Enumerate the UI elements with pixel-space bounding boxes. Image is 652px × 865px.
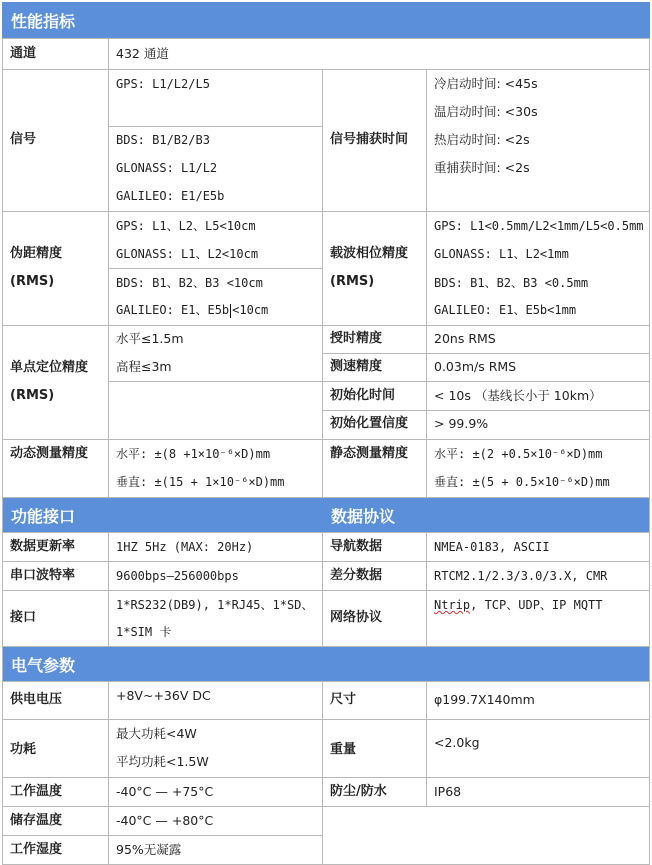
value-network	[434, 597, 603, 613]
value-pseudorange-gps: GPS: L1、L2、L5<10cm	[116, 219, 256, 233]
label-signal: 信号	[10, 132, 37, 147]
value-dynamic-horizontal: 水平: ±(8 +1×10⁻⁶×D)mm	[116, 447, 271, 461]
row-line	[2, 777, 650, 778]
label-diff-data: 差分数据	[330, 568, 383, 583]
row-line	[108, 381, 650, 382]
value-storage-temp: -40°C — +80°C	[116, 813, 214, 828]
row-line	[2, 497, 650, 498]
label-humidity: 工作湿度	[10, 842, 63, 857]
value-update-rate: 1HZ 5Hz (MAX: 20Hz)	[116, 540, 254, 554]
col-line	[322, 681, 323, 864]
col-line	[426, 532, 427, 646]
text-cursor	[230, 304, 231, 318]
value-signal-bds: BDS: B1/B2/B3	[116, 133, 210, 147]
label-power-supply: 供电电压	[10, 692, 63, 707]
value-signal-glonass: GLONASS: L1/L2	[116, 161, 218, 175]
label-consumption: 功耗	[10, 742, 37, 757]
label-weight: 重量	[330, 742, 357, 757]
value-consumption-avg: 平均功耗<1.5W	[116, 754, 209, 769]
label-channel: 通道	[10, 46, 37, 61]
value-nav-data: NMEA-0183, ASCII	[434, 540, 550, 554]
row-line	[2, 211, 650, 212]
label-dynamic: 动态测量精度	[10, 446, 89, 461]
row-line	[2, 325, 650, 326]
value-power-supply: +8V~+36V DC	[116, 688, 211, 703]
row-line	[2, 590, 650, 591]
label-storage-temp: 储存温度	[10, 813, 63, 828]
value-signal-galileo: GALILEO: E1/E5b	[116, 189, 225, 203]
label-static: 静态测量精度	[330, 446, 409, 461]
value-consumption-max: 最大功耗<4W	[116, 726, 197, 741]
col-line	[426, 69, 427, 497]
row-line	[108, 268, 322, 269]
value-pseudorange-bds: BDS: B1、B2、B3 <10cm	[116, 276, 263, 290]
label-single-point: 单点定位精度	[10, 360, 89, 375]
label-acquisition: 信号捕获时间	[330, 132, 409, 147]
label-ports: 接口	[10, 610, 37, 625]
col-line	[108, 681, 109, 864]
label-network: 网络协议	[330, 610, 383, 625]
value-channel: 432 通道	[116, 46, 169, 61]
label-timing: 授时精度	[330, 331, 383, 346]
value-acquisition-hot: 热启动时间: <2s	[434, 132, 530, 147]
value-signal-gps: GPS: L1/L2/L5	[116, 77, 210, 91]
label-pseudorange-rms: (RMS)	[10, 274, 55, 289]
col-line	[108, 38, 109, 497]
value-baud-rate: 9600bps—256000bps	[116, 569, 239, 583]
label-velocity: 测速精度	[330, 359, 383, 374]
label-nav-data: 导航数据	[330, 539, 383, 554]
label-pseudorange: 伪距精度	[10, 246, 63, 261]
value-acquisition-reacq: 重捕获时间: <2s	[434, 160, 530, 175]
border-right	[649, 38, 650, 865]
value-carrier-glonass: GLONASS: L1、L2<1mm	[434, 247, 569, 261]
value-op-temp: -40°C — +75°C	[116, 784, 214, 799]
section-header-performance: 性能指标	[2, 2, 650, 38]
border-left	[2, 38, 3, 865]
value-carrier-gps: GPS: L1<0.5mm/L2<1mm/L5<0.5mm	[434, 219, 644, 233]
section-header-interface: 功能接口	[2, 498, 322, 532]
label-init-reliability: 初始化置信度	[330, 416, 409, 431]
value-init-time: < 10s （基线长小于 10km）	[434, 388, 602, 403]
section-header-electrical: 电气参数	[2, 647, 650, 681]
row-line	[2, 561, 650, 562]
value-single-point-vertical: 高程≤3m	[116, 359, 172, 374]
col-line	[322, 69, 323, 497]
value-static-vertical: 垂直: ±(5 + 0.5×10⁻⁶×D)mm	[434, 475, 610, 489]
value-diff-data: RTCM2.1/2.3/3.0/3.X, CMR	[434, 569, 608, 583]
value-network-ntrip: Ntrip	[434, 598, 471, 612]
row-line	[2, 719, 650, 720]
label-carrier-rms: (RMS)	[330, 274, 375, 289]
value-static-horizontal: 水平: ±(2 +0.5×10⁻⁶×D)mm	[434, 447, 603, 461]
value-acquisition-cold: 冷启动时间: <45s	[434, 76, 538, 91]
value-acquisition-warm: 温启动时间: <30s	[434, 104, 538, 119]
value-pseudorange-glonass: GLONASS: L1、L2<10cm	[116, 247, 259, 261]
label-dust-water: 防尘/防水	[330, 784, 387, 799]
value-size: φ199.7X140mm	[434, 692, 535, 707]
row-line	[2, 532, 650, 533]
value-pseudorange-galileo-text: GALILEO: E1、E5b	[116, 303, 230, 317]
value-ports-line2: 1*SIM 卡	[116, 625, 172, 639]
label-init-time: 初始化时间	[330, 388, 396, 403]
row-line	[2, 681, 650, 682]
col-line	[108, 532, 109, 646]
value-weight: <2.0kg	[434, 735, 480, 750]
value-carrier-galileo: GALILEO: E1、E5b<1mm	[434, 303, 577, 317]
value-carrier-bds: BDS: B1、B2、B3 <0.5mm	[434, 276, 589, 290]
value-dust-water: IP68	[434, 784, 462, 799]
row-line	[2, 646, 650, 647]
value-pseudorange-galileo	[116, 302, 268, 318]
value-timing: 20ns RMS	[434, 331, 496, 346]
row-line	[2, 69, 650, 70]
label-carrier: 载波相位精度	[330, 246, 409, 261]
value-velocity: 0.03m/s RMS	[434, 359, 517, 374]
label-op-temp: 工作温度	[10, 784, 63, 799]
value-pseudorange-galileo-limit: <10cm	[232, 303, 269, 317]
row-line	[2, 835, 322, 836]
row-line	[322, 410, 650, 411]
row-line	[2, 439, 650, 440]
label-baud-rate: 串口波特率	[10, 568, 76, 583]
label-single-point-rms: (RMS)	[10, 388, 55, 403]
col-line	[426, 681, 427, 806]
label-update-rate: 数据更新率	[10, 539, 76, 554]
value-init-reliability: > 99.9%	[434, 416, 489, 431]
value-single-point-horizontal: 水平≤1.5m	[116, 331, 184, 346]
col-line	[322, 532, 323, 646]
row-line	[322, 353, 650, 354]
section-header-protocol: 数据协议	[322, 498, 650, 532]
value-network-rest: , TCP、UDP、IP MQTT	[470, 598, 603, 612]
row-line	[2, 38, 650, 39]
value-ports-line1: 1*RS232(DB9), 1*RJ45、1*SD、	[116, 598, 314, 612]
row-line	[108, 126, 322, 127]
value-humidity: 95%无凝露	[116, 842, 182, 857]
label-size: 尺寸	[330, 692, 357, 707]
value-dynamic-vertical: 垂直: ±(15 + 1×10⁻⁶×D)mm	[116, 475, 285, 489]
row-line	[2, 806, 650, 807]
